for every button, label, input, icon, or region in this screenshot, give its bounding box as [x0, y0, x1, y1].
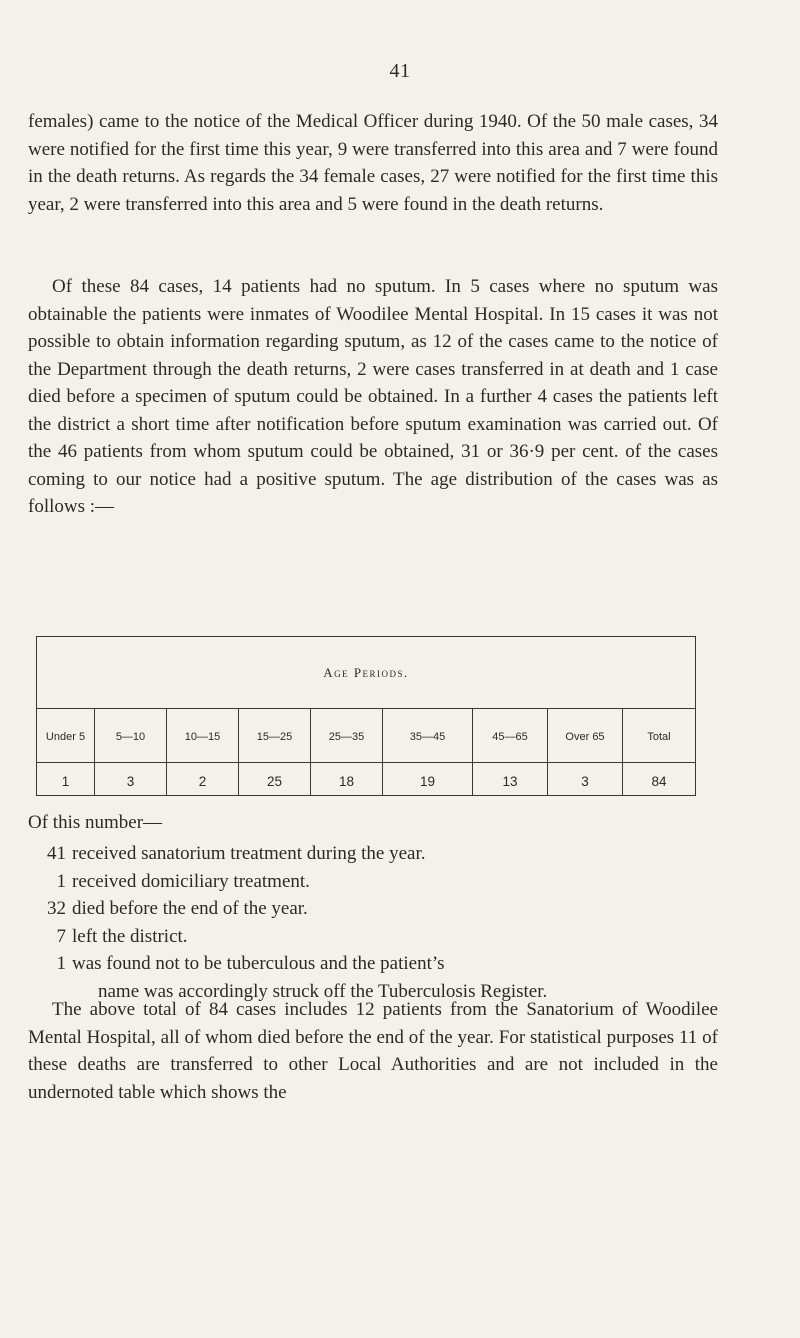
- value-15-25: 25: [239, 763, 311, 795]
- list-item-number: 7: [56, 925, 66, 947]
- list-item-text: received domiciliary treatment.: [72, 870, 310, 892]
- list-item: [0, 923, 800, 951]
- list-item: [0, 868, 800, 896]
- header-total: Total: [647, 730, 671, 743]
- list-item-continuation: name was accordingly struck off the Tuberculosis Register.: [98, 980, 548, 1002]
- list-item-text: received sanatorium treatment during the year.: [72, 843, 426, 864]
- header-5-10: 5—10: [95, 709, 167, 762]
- list-item-text: died before the end of the year.: [72, 898, 308, 919]
- list-item-number: 32: [47, 898, 66, 919]
- page-number: 41: [389, 60, 411, 82]
- list-item-number: 41: [47, 843, 66, 864]
- list-item: [0, 840, 800, 868]
- list-item: [0, 895, 800, 923]
- list-item-number: 1: [56, 870, 66, 892]
- value-under-5: 1: [37, 763, 95, 795]
- header-45-65: 45—65: [473, 709, 548, 762]
- list-item-number: 1: [56, 953, 66, 974]
- header-over-65: Over 65: [548, 709, 623, 762]
- paragraph-notifications: females) came to the notice of the Medical Officer during 1940. Of the 50 male cases, 34 were notified for the first time this year, 9 were transferred into this area and 7 were found in the death returns. As regards the 34 female cases, 27 were notified for the first time this year, 2 were transferred into this area and 5 were found in the death returns.: [28, 111, 718, 215]
- paragraph-sputum: Of these 84 cases, 14 patients had no sputum. In 5 cases where no sputum was obtainable the patients were inmates of Woodilee Mental Hospital. In 15 cases it was not possible to obtain information regarding sputum, as 12 of the cases came to the notice of the Department through the death returns, 2 were cases transferred in at death and 1 case died before a specimen of sputum could be obtained. In a further 4 cases the patients left the district a short time after notification before sputum examination was carried out. Of the 46 patients from whom sputum could be obtained, 31 or 36·9 per cent. of the cases coming to our notice had a positive sputum. The age distribution of the cases was as follows :—: [28, 276, 718, 517]
- header-25-35: 25—35: [311, 709, 383, 762]
- value-total: 84: [651, 773, 667, 789]
- of-this-number-heading: Of this number—: [28, 812, 163, 833]
- table-header-row: [37, 709, 695, 763]
- header-15-25: 15—25: [239, 709, 311, 762]
- age-periods-title: Age Periods.: [37, 637, 695, 709]
- header-35-45: 35—45: [383, 709, 473, 762]
- header-under-5: Under 5: [37, 709, 95, 762]
- value-5-10: 3: [95, 763, 167, 795]
- list-item-text: left the district.: [72, 925, 188, 947]
- value-over-65: 3: [548, 763, 623, 795]
- value-35-45: 19: [383, 763, 473, 795]
- table-values-row: [37, 763, 695, 795]
- value-10-15: 2: [167, 763, 239, 795]
- outcome-list: [0, 840, 800, 1005]
- header-10-15: 10—15: [167, 709, 239, 762]
- value-25-35: 18: [311, 763, 383, 795]
- age-periods-table: [36, 636, 696, 796]
- list-item-text: was found not to be tuberculous and the patient’s: [72, 953, 445, 974]
- paragraph-sanatorium: The above total of 84 cases includes 12 patients from the Sanatorium of Woodilee Mental Hospital, all of whom died before the end of the year. For statistical purposes 11 of these deaths are transferred to other Local Authorities and are not included in the undernoted table which shows the: [28, 999, 718, 1103]
- value-45-65: 13: [473, 763, 548, 795]
